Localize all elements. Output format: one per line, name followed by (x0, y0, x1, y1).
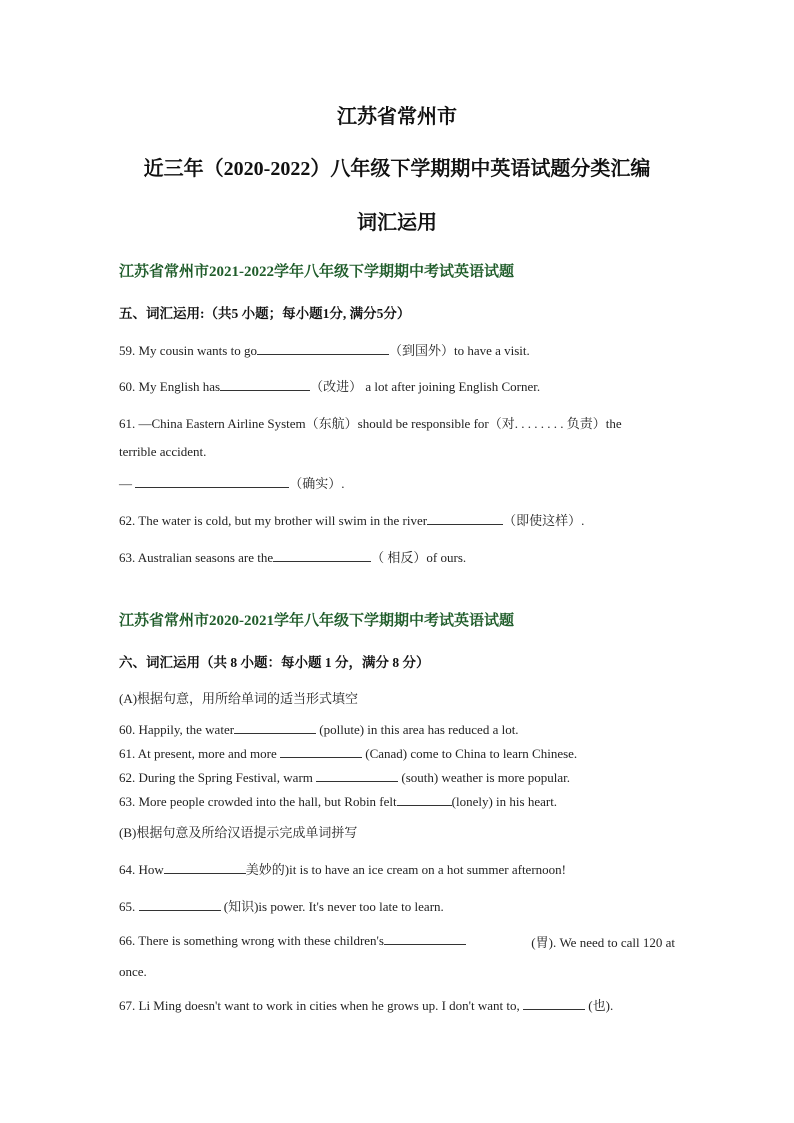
question-63-b: 63. More people crowded into the hall, but Robin felt (lonely) in his heart. (119, 794, 558, 809)
question-61-reply: — （确实）. (119, 476, 345, 491)
question-60: 60. My English has （改进） a lot after joining English Corner. (119, 379, 541, 394)
answer-blank[interactable] (523, 997, 585, 1010)
question-61-continuation: terrible accident. (119, 444, 207, 459)
answer-blank[interactable] (220, 378, 310, 391)
question-63: 63. Australian seasons are the （ 相反）of ours. (119, 550, 467, 565)
answer-blank[interactable] (316, 769, 398, 782)
question-61: 61. —China Eastern Airline System（东航）should be responsible for（对. . . . . . . . 负责）the (119, 416, 622, 431)
part-b-instruction: (B)根据句意及所给汉语提示完成单词拼写 (119, 825, 358, 840)
section-2-heading: 江苏省常州市2020-2021学年八年级下学期期中考试英语试题 (119, 613, 514, 629)
answer-blank[interactable] (384, 932, 466, 945)
question-64: 64. How 美妙的)it is to have an ice cream on a hot summer afternoon! (119, 862, 566, 877)
section-1-heading: 江苏省常州市2021-2022学年八年级下学期期中考试英语试题 (119, 264, 514, 280)
question-67: 67. Li Ming doesn't want to work in cities when he grows up. I don't want to, (也). (119, 998, 614, 1013)
question-60-b: 60. Happily, the water (pollute) in this area has reduced a lot. (119, 722, 519, 737)
answer-blank[interactable] (135, 475, 289, 488)
answer-blank[interactable] (280, 745, 362, 758)
section-2-part: 六、词汇运用（共 8 小题：每小题 1 分，满分 8 分） (119, 655, 430, 670)
question-66: 66. There is something wrong with these children's (胃). We need to call 120 at (119, 933, 675, 950)
question-62: 62. The water is cold, but my brother will swim in the river （即使这样）. (119, 513, 585, 528)
question-61-b: 61. At present, more and more (Canad) come to China to learn Chinese. (119, 746, 578, 761)
answer-blank[interactable] (164, 861, 246, 874)
question-65: 65. (知识)is power. It's never too late to learn. (119, 899, 444, 914)
answer-blank[interactable] (397, 793, 452, 806)
doc-title-main: 近三年（2020-2022）八年级下学期期中英语试题分类汇编 (143, 158, 651, 180)
answer-blank[interactable] (427, 512, 503, 525)
question-66-continuation: once. (119, 964, 147, 979)
doc-title-topic: 词汇运用 (357, 212, 437, 234)
question-62-b: 62. During the Spring Festival, warm (south) weather is more popular. (119, 770, 570, 785)
section-1-part: 五、词汇运用:（共5 小题；每小题1分, 满分5分） (119, 306, 411, 321)
answer-blank[interactable] (257, 342, 389, 355)
answer-blank[interactable] (273, 549, 371, 562)
part-a-instruction: (A)根据句意，用所给单词的适当形式填空 (119, 691, 359, 706)
doc-title-region: 江苏省常州市 (337, 106, 457, 128)
answer-blank[interactable] (139, 898, 221, 911)
answer-blank[interactable] (234, 721, 316, 734)
question-59: 59. My cousin wants to go （到国外）to have a visit. (119, 343, 530, 358)
